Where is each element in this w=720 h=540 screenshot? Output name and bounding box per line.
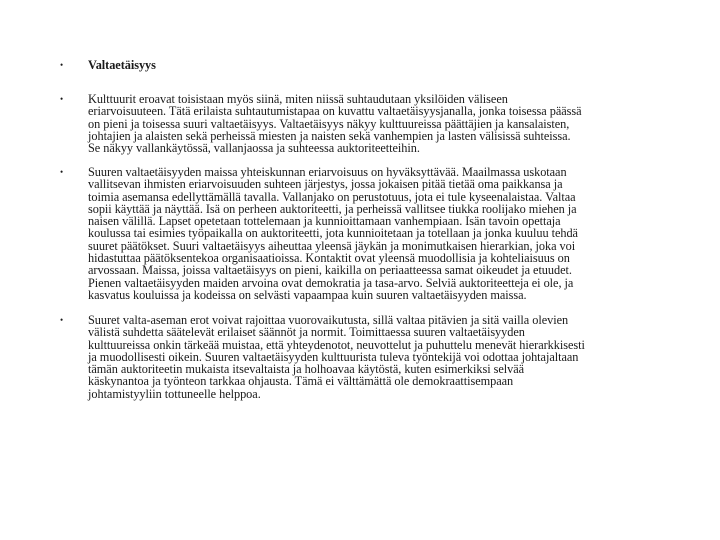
bullet-icon: • [60, 94, 64, 104]
bullet-icon: • [60, 60, 64, 70]
paragraph-text: Suuret valta-aseman erot voivat rajoittaa vuorovaikutusta, sillä valtaa pitävien ja sitä vailla olevien välistä suhdetta säätelevät erilaiset säännöt ja normit. Toimittaessa suuren valtaetäisyyden kulttuureissa onkin tärkeää muistaa, että yhteydenotot, neuvottelut ja puhuttelu menevät hierarkkisesti ja muodollisesti oikein. Suuren valtaetäisyyden kulttuurista tuleva työntekijä voi odottaa johtajaltaan tämän auktoriteetin mukaista itsevaltaista ja holhoavaa käytöstä, kuten esimerkiksi selvää käskynantoa ja työnteon tarkkaa ohjausta. Tämä ei välttämättä ole demokraattisempaan johtamistyyliin tottuneelle helppoa. [88, 313, 585, 401]
paragraph-text: Suuren valtaetäisyyden maissa yhteiskunnan eriarvoisuus on hyväksyttävää. Maailmassa uskotaan vallitsevan ihmisten eriarvoisuuden suhteen järjestys, jossa jokaisen pitää tietää oma paikkansa ja toimia asemansa edellyttämällä tavalla. Vallanjako on perustotuus, jota ei tule kyseenalaistaa. Valtaa sopii käyttää ja näyttää. Isä on perheen auktoriteetti, ja perheissä vallitsee tiukka roolijako miehen ja naisen välillä. Lapset opetetaan tottelemaan ja kunnioittamaan vanhempiaan. Isän tavoin opettaja koulussa tai esimies työpaikalla on auktoriteetti, jota kunnioitetaan ja totellaan ja jonka kuuluu tehdä suuret päätökset. Suuri valtaetäisyys aiheuttaa yleensä jäykän ja monimutkaisen hierarkian, joka voi hidastuttaa päätöksentekoa organisaatioissa. Kontaktit ovat yleensä muodollisia ja kohteliaisuus on arvossaan. Maissa, joissa valtaetäisyys on pieni, kaikilla on periaatteessa samat oikeudet ja etuudet. Pienen valtaetäisyyden maiden arvoina ovat demokratia ja tasa-arvo. Selviä auktoriteetteja ei ole, ja kasvatus kouluissa ja kodeissa on selvästi vapaampaa kuin suuren valtaetäisyyden maissa. [88, 165, 578, 302]
bullet-icon: • [60, 167, 64, 177]
paragraph-text: Kulttuurit eroavat toisistaan myös siinä, miten niissä suhtaudutaan yksilöiden väliseen eriarvoisuuteen. Tätä erilaista suhtautumistapaa on kuvattu valtaetäisyysjanalla, jonka toisessa päässä on pieni ja toisessa suuri valtaetäisyys. Valtaetäisyys näkyy kulttuureissa päättäjien ja kansalaisten, johtajien ja alaisten sekä perheissä miesten ja naisten sekä vanhempien ja lasten välisissä suhteissa. Se näkyy vallankäytössä, vallanjaossa ja suhteessa auktoriteetteihin. [88, 92, 582, 156]
heading-text: Valtaetäisyys [88, 58, 156, 72]
bullet-icon: • [60, 315, 64, 325]
